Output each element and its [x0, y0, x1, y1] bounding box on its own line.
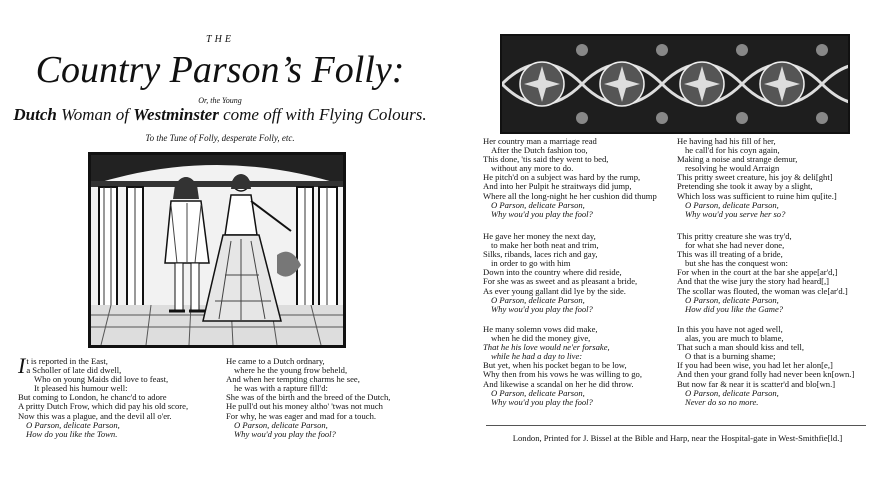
stanza-line: As ever young gallant did lye by the side. [483, 285, 626, 296]
stanza-line: he was with a rapture fill'd: [234, 383, 328, 394]
refrain-line: How did you like the Game? [685, 303, 784, 314]
refrain-line: Why wou'd you play the fool? [491, 396, 593, 407]
stanza-line: He came to a Dutch ordnary, [226, 356, 325, 366]
stanza-line: Where all the long-night he her cushion did thump [483, 190, 657, 201]
stanza-line: alas, you are much to blame, [685, 333, 784, 344]
stanza-1 [18, 353, 189, 439]
stanza-2 [226, 357, 390, 439]
stanza-line: For she was as sweet and as pleasant a bride, [483, 276, 638, 287]
refrain-line: O Parson, delicate Parson, [685, 387, 779, 398]
stanza-line: That such a man should kiss and tell, [677, 342, 804, 353]
stanza-line: But yet, when his pocket began to be low, [483, 360, 627, 371]
stanza-3 [483, 137, 657, 219]
stanza-6 [677, 137, 837, 219]
stanza-line: And likewise a scandal on her he did throw. [483, 378, 634, 389]
stanza-line: he call'd for his coyn again, [685, 145, 780, 156]
woodcut-icon [88, 152, 346, 348]
subtitle-woman: Woman of [56, 105, 134, 124]
refrain-line: O Parson, delicate Parson, [491, 387, 585, 398]
stanza-line: a Scholler of late did dwell, [26, 365, 122, 376]
subtitle-intro: Or, the Young [198, 96, 242, 105]
stanza-line: After the Dutch fashion too, [491, 145, 588, 156]
refrain-line: O Parson, delicate Parson, [685, 294, 779, 305]
refrain-line: Why wou'd you play the fool? [491, 208, 593, 219]
stanza-line: In this you have not aged well, [677, 324, 783, 334]
stanza-line: Making a noise and strange demur, [677, 154, 798, 165]
stanza-line: This pritty sweet creature, his joy & deli[ght] [677, 172, 833, 183]
stanza-line: Silks, ribands, laces rich and gay, [483, 249, 598, 260]
stanza-line: And into her Pulpit he straitways did jump, [483, 181, 632, 192]
tune-line: To the Tune of Folly, desperate Folly, etc. [145, 133, 295, 143]
stanza-line: where he the young frow beheld, [234, 365, 348, 376]
stanza-line: If you had been wise, you had let her alon[e,] [677, 360, 833, 371]
subtitle-dutch: Dutch [13, 105, 57, 124]
stanza-4 [483, 232, 637, 314]
refrain-line: O Parson, delicate Parson, [26, 419, 120, 430]
stanza-line: A pritty Dutch Frow, which did pay his old score, [18, 401, 189, 412]
refrain-line: O Parson, delicate Parson, [234, 419, 328, 430]
page-title: Country Parson’s Folly: [35, 49, 405, 91]
stanza-line: for what she had never done, [685, 240, 785, 251]
stanza-line: when he did the money give, [491, 333, 591, 344]
stanza-line: But now far & near it is scatter'd and blo[wn.] [677, 378, 836, 389]
stanza-7 [677, 232, 848, 314]
stanza-line: but she has the conquest won: [685, 258, 788, 269]
refrain-line: Why wou'd you serve her so? [685, 208, 786, 219]
stanza-line: Pretending she took it away by a slight, [677, 181, 813, 192]
stanza-line: He pull'd out his money altho' 'twas not much [226, 401, 383, 412]
stanza-line: And when her tempting charms he see, [226, 374, 360, 385]
stanza-line: But coming to London, he chanc'd to adore [18, 392, 167, 403]
stanza-line: Now this was a plague, and the devil all o'er. [18, 410, 172, 421]
banner-drawing [502, 36, 848, 132]
imprint: London, Printed for J. Bissel at the Bible and Harp, near the Hospital-gate in West-Smithfie[ld.] [512, 433, 843, 443]
stanza-line: He pitch'd on a subject was hard by the rump, [483, 172, 641, 183]
stanza-line: She was of the birth and the breed of the Dutch, [226, 392, 391, 403]
woodcut-drawing [91, 155, 343, 345]
stanza-line: And that the wise jury the story had heard[,] [677, 276, 830, 287]
subtitle-westminster: Westminster [133, 105, 219, 124]
stanza-line: in order to go with him [491, 258, 571, 269]
stanza-line: This done, 'tis said they went to bed, [483, 154, 609, 165]
stanza-line: He many solemn vows did make, [483, 324, 598, 334]
refrain-line: O Parson, delicate Parson, [685, 199, 779, 210]
stanza-line: For why, he was eager and mad for a touch. [226, 410, 377, 421]
stanza-line: Why then from his vows he was willing to go, [483, 369, 642, 380]
refrain-line: Why wou'd you play the fool? [491, 303, 593, 314]
stanza-line: resolving he would Arraign [685, 163, 780, 174]
stanza-5 [483, 325, 642, 407]
stanza-line: Her country man a marriage read [483, 136, 597, 146]
refrain-line: How do you like the Town. [26, 428, 118, 439]
refrain-line: O Parson, delicate Parson, [491, 294, 585, 305]
stanza-line: He gave her money the next day, [483, 231, 596, 241]
stanza-line: without any more to do. [491, 163, 574, 174]
stanza-line: It pleased his humour well: [34, 383, 128, 394]
stanza-line: This was ill treating of a bride, [677, 249, 783, 260]
stanza-line: Which loss was sufficient to ruine him qu[ite.] [677, 190, 837, 201]
stanza-line: This pritty creature she was try'd, [677, 231, 792, 241]
stanza-line: The scollar was flouted, the woman was cle[ar'd.] [677, 285, 848, 296]
stanza-1-line-1: It is reported in the East, [18, 353, 108, 378]
stanza-line: to make her both neat and trim, [491, 240, 599, 251]
subtitle-rest: come off with Flying Colours. [218, 105, 427, 124]
subtitle [0, 105, 440, 125]
stanza-line: He having had his fill of her, [677, 136, 776, 146]
the-heading: THE [206, 34, 234, 45]
stanza-line: For when in the court at the bar she appe[ar'd,] [677, 267, 838, 278]
stanza-line: while he had a day to live: [491, 351, 583, 362]
refrain-line: Why wou'd you play the fool? [234, 428, 336, 439]
refrain-line: O Parson, delicate Parson, [491, 199, 585, 210]
stanza-line: And then your grand folly had never been kn[own.] [677, 369, 855, 380]
imprint-divider [486, 425, 866, 426]
ornamental-banner-icon [500, 34, 850, 134]
stanza-line: Down into the country where did reside, [483, 267, 622, 278]
stanza-line: That he his love would ne'er forsake, [483, 342, 610, 353]
stanza-line: Who on young Maids did love to feast, [34, 374, 169, 385]
drop-cap: I [18, 353, 26, 378]
refrain-line: Never do so no more. [685, 396, 759, 407]
stanza-8 [677, 325, 854, 407]
stanza-line: O that is a burning shame; [685, 351, 776, 362]
